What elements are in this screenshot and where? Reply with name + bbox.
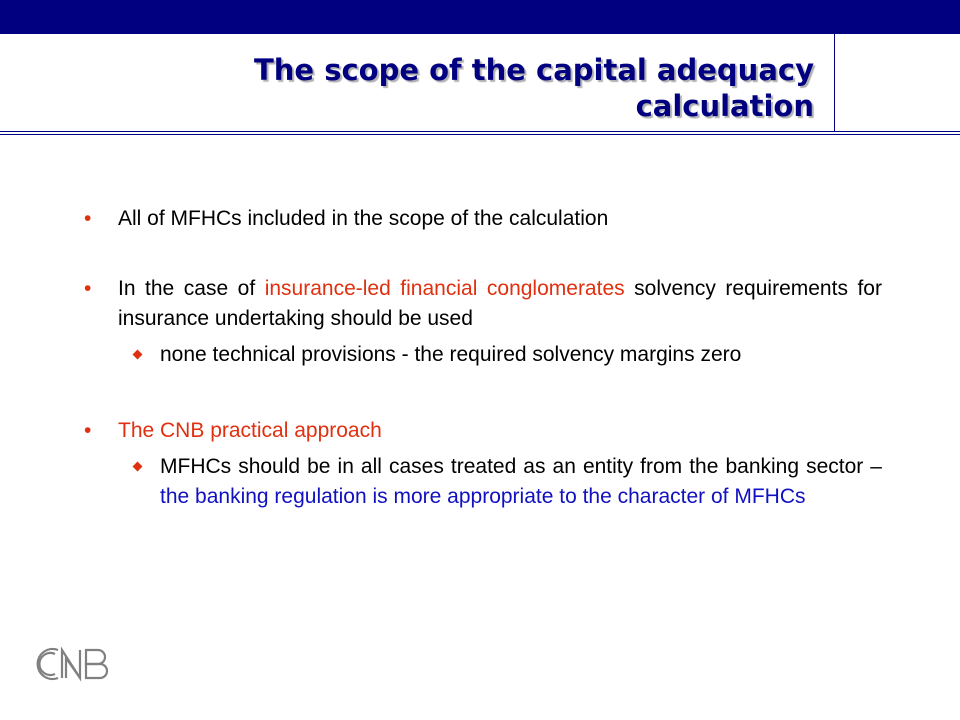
bullet-text: The CNB practical approach: [118, 419, 382, 442]
slide-title: The scope of the capital adequacy calculation: [254, 53, 814, 123]
bullet-text: All of MFHCs included in the scope of the calculation: [118, 207, 609, 230]
bullet-dot-icon: •: [84, 277, 92, 300]
title-divider-vertical: [834, 34, 835, 132]
bullet-dot-icon: •: [84, 207, 92, 230]
sub-bullet-text: MFHCs should be in all cases treated as an entity from the banking sector –: [160, 455, 882, 478]
slide-content: [84, 204, 882, 512]
bullet-text: solvency requirements for insurance undertaking should be used: [118, 277, 882, 330]
diamond-bullet-icon: [133, 462, 143, 472]
bullet-dot-icon: •: [84, 419, 92, 442]
bullet-text: In the case of: [118, 277, 265, 300]
sub-bullet-text: none technical provisions - the required solvency margins zero: [160, 343, 742, 366]
cnb-logo: [34, 640, 114, 686]
bullet-item: [84, 416, 882, 446]
bullet-item: [84, 274, 882, 334]
bullet-item: [84, 204, 882, 234]
title-divider-line: [0, 131, 960, 132]
top-bar: [0, 0, 960, 34]
sub-bullet-item: [84, 452, 882, 512]
title-divider-line: [0, 134, 960, 135]
bullet-highlight-text: insurance-led financial conglomerates: [264, 277, 625, 300]
sub-bullet-highlight-text: the banking regulation is more appropriate to the character of MFHCs: [160, 485, 806, 508]
diamond-bullet-icon: [133, 350, 143, 360]
sub-bullet-item: [84, 340, 882, 370]
